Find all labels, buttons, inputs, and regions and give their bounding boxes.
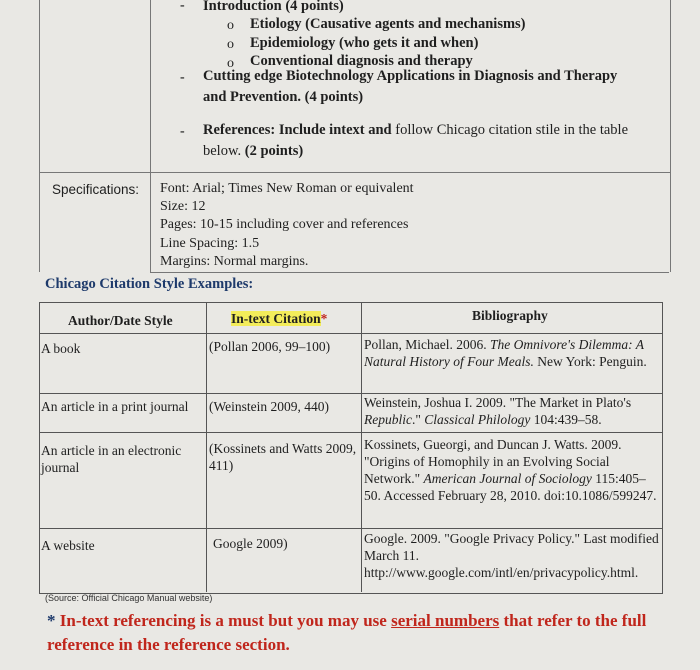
spec-margins: Margins: Normal margins.: [160, 254, 309, 269]
row-website-intext: Google 2009): [213, 536, 288, 551]
dash-marker: -: [180, 70, 185, 85]
references-line2: [203, 143, 303, 160]
bib-title: Classical Philology: [424, 412, 531, 427]
column-divider: [361, 302, 362, 592]
bullet-marker: o: [227, 18, 234, 33]
references-points: (2 points): [244, 143, 304, 159]
note-part2: that refer to the full reference in the reference section.: [47, 611, 647, 654]
row-electronic-bibliography: [364, 436, 662, 504]
spec-label: Specifications:: [52, 182, 140, 197]
bib-title: Republic: [364, 412, 412, 427]
note-part1: In-text referencing is a must but you may use: [59, 611, 387, 630]
intro-title: Introduction (4 points): [203, 0, 344, 14]
intro-item-epidemiology: Epidemiology (who gets it and when): [250, 35, 479, 51]
bib-text: 104:439–58.: [533, 412, 602, 427]
intro-item-etiology: Etiology (Causative agents and mechanisms): [250, 16, 526, 32]
bib-text: 115:405–50. Accessed February 28, 2010. doi:10.1086/599247.: [364, 471, 657, 503]
spec-size: Size: 12: [160, 199, 206, 214]
header-intext-label: In-text Citation: [231, 311, 321, 326]
row-electronic-type: An article in an electronic journal: [41, 443, 182, 475]
row-divider: [39, 528, 663, 529]
chicago-title: Chicago Citation Style Examples:: [45, 276, 254, 292]
dash-marker: -: [180, 124, 185, 139]
in-text-note: [47, 609, 677, 657]
row-book-type: A book: [41, 341, 81, 356]
spec-font: Font: Arial; Times New Roman or equivalent: [160, 181, 414, 196]
row-print-intext: (Weinstein 2009, 440): [209, 399, 330, 414]
row-book-bibliography: [364, 336, 660, 370]
source-note: (Source: Official Chicago Manual website): [45, 593, 213, 603]
row-website-bibliography: Google. 2009. "Google Privacy Policy." Last modified March 11. http://www.google.com/intl/en/privacypolicy.html.: [364, 531, 659, 580]
note-star: *: [47, 611, 56, 630]
row-print-type: An article in a print journal: [41, 399, 189, 414]
header-intext-star: *: [320, 311, 328, 326]
references-line1: [203, 122, 628, 139]
bib-text: Weinstein, Joshua I. 2009. "The Market in Plato's: [364, 395, 632, 410]
dash-marker: -: [180, 0, 185, 13]
spec-spacing: Line Spacing: 1.5: [160, 236, 260, 251]
bib-text: New York: Penguin.: [537, 354, 647, 369]
cutting-edge-line2: and Prevention. (4 points): [203, 89, 364, 105]
row-book-intext: (Pollan 2006, 99–100): [209, 339, 331, 354]
row-divider: [39, 432, 663, 433]
bib-text: Pollan, Michael. 2006.: [364, 337, 487, 352]
row-website-type: A website: [41, 538, 95, 553]
intro-item-diagnosis: Conventional diagnosis and therapy: [250, 53, 473, 69]
row-divider: [39, 333, 663, 334]
bib-text: Kossinets, Gueorgi, and Duncan J. Watts. 2009. "Origins of Homophily in an Evolving Social Network.": [364, 437, 622, 486]
header-bibliography: Bibliography: [472, 308, 548, 323]
spec-bottom-border: [150, 272, 669, 273]
note-underlined: serial numbers: [391, 611, 500, 630]
outline-table-divider: [150, 0, 151, 172]
header-author: Author/Date Style: [68, 313, 173, 328]
references-rest: follow Chicago citation stile in the table: [395, 122, 629, 138]
references-below: below.: [203, 143, 242, 159]
bib-text: .": [411, 412, 421, 427]
column-divider: [206, 302, 207, 592]
references-bold: References: Include intext and: [203, 122, 392, 138]
bullet-marker: o: [227, 56, 234, 71]
header-intext: [231, 310, 327, 327]
bullet-marker: o: [227, 37, 234, 52]
spec-pages: Pages: 10-15 including cover and references: [160, 217, 409, 232]
row-electronic-intext: (Kossinets and Watts 2009, 411): [209, 441, 357, 473]
bib-title: The Omnivore's Dilemma: A Natural History of Four Meals.: [364, 337, 644, 369]
bib-title: American Journal of Sociology: [423, 471, 592, 486]
row-print-bibliography: [364, 394, 662, 428]
spec-divider: [150, 172, 151, 272]
cutting-edge-line1: Cutting edge Biotechnology Applications in Diagnosis and Therapy: [203, 68, 618, 84]
